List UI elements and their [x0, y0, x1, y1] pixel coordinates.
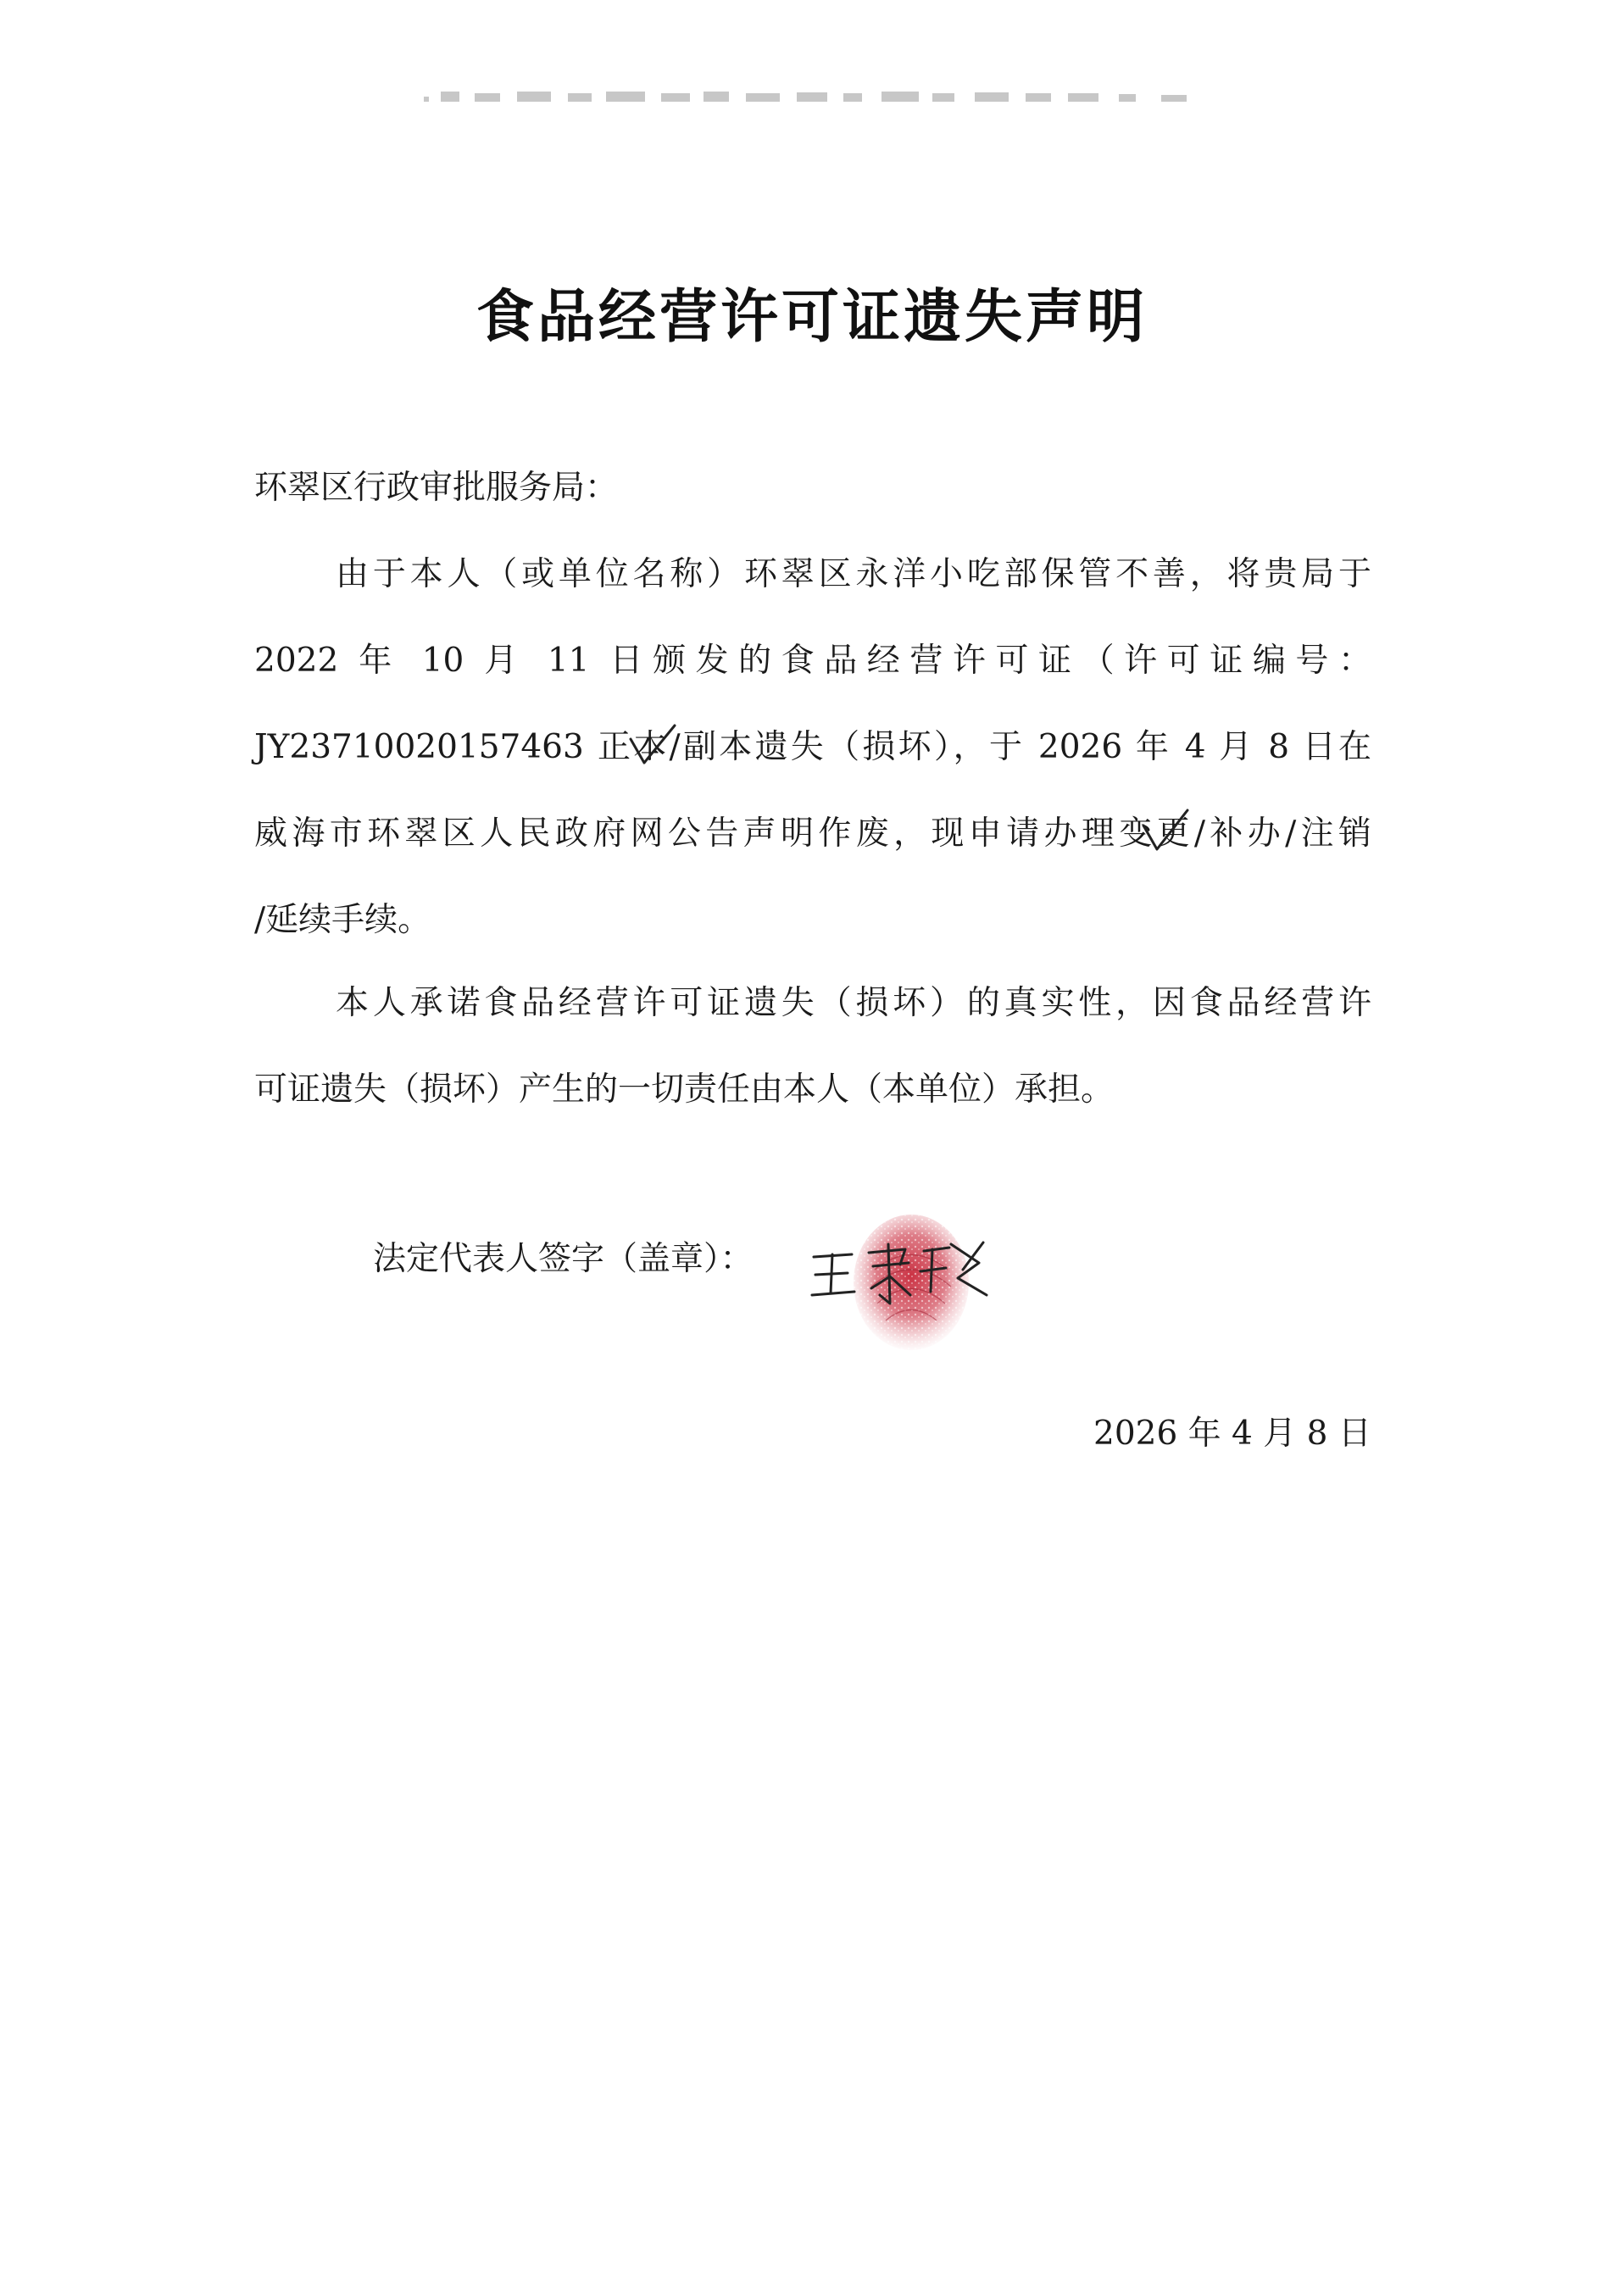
paragraph1-line4: 威海市环翠区人民政府网公告声明作废，现申请办理变更/补办/注销: [254, 814, 1371, 853]
addressee: 环翠区行政审批服务局：: [254, 469, 619, 507]
seal-and-signature-icon: [805, 1210, 1059, 1363]
signature-block: [373, 1210, 1051, 1363]
document-title: 食品经营许可证遗失声明: [476, 284, 1148, 351]
paragraph2-line1: 本人承诺食品经营许可证遗失（损坏）的真实性，因食品经营许: [336, 984, 1371, 1022]
paragraph1-line2: 2022 年 10 月 11 日颁发的食品经营许可证（许可证编号：: [254, 642, 1371, 680]
document-date: 2026 年 4 月 8 日: [1093, 1415, 1371, 1453]
checkmark-icon: [627, 720, 678, 775]
checkmark-icon: [1140, 803, 1191, 858]
signature-label: 法定代表人签字（盖章）：: [373, 1240, 754, 1278]
paragraph1-line3: 正本/副本遗失（损坏），于 2026 年 4 月 8 日在: [598, 728, 1371, 766]
license-number: JY23710020157463: [254, 728, 584, 766]
scan-noise-header: [424, 85, 1221, 110]
paragraph2-line2: 可证遗失（损坏）产生的一切责任由本人（本单位）承担。: [254, 1070, 1115, 1109]
paragraph1-line5: /延续手续。: [254, 901, 431, 939]
paragraph1-line1: 由于本人（或单位名称）环翠区永洋小吃部保管不善，将贵局于: [336, 555, 1371, 593]
